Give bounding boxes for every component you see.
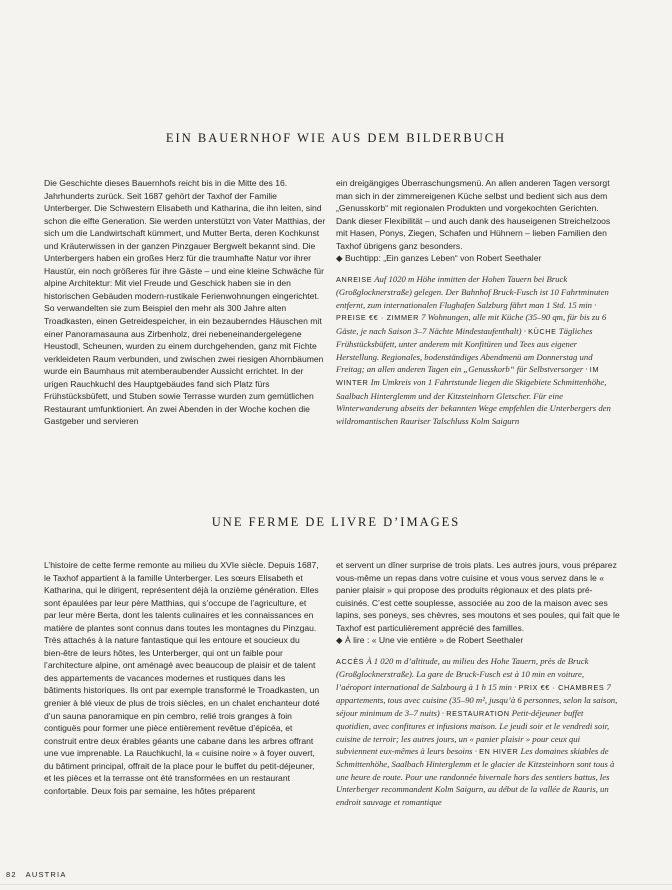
german-info-block [336, 273, 618, 427]
info-text-restauration: Petit-déjeuner buffet quotidien, avec confitures et infusions maison. Le jeudi soir et le vendredi soir, cuisine de terroir; les autres jours, un « panier plaisir » pour ceux qui subviennent eux-mêmes à leurs besoins · [336, 707, 610, 756]
bottom-rule [0, 884, 672, 885]
info-text-winter: Im Umkreis von 1 Fahrtstunde liegen die Skigebiete Schmittenhöhe, Saalbach Hinterglemm und der Kitzsteinhorn Gletscher. Für eine Winterwanderung abseits der bekannten Wege empfehlen die Unterbergers den wildromantischen Rauriser Talschluss Kolm Saigurn [336, 377, 611, 426]
french-body-text-continued: et servent un dîner surprise de trois plats. Les autres jours, vous préparez vous-même un repas dans votre cuisine et vous vous servez dans le « panier plaisir » qui propose des produits régionaux et des plats pré-cuisinés. C’est cette souplesse, associée au zoo de la maison avec ses lapins, ses poneys, ses chèvres, ses moutons et ses poules, qui fait que le Taxhof est particulièrement apprécié des familles. [336, 560, 620, 633]
info-label-preise: PREISE €€ · ZIMMER [336, 313, 419, 323]
info-label-kueche: KÜCHE [528, 326, 557, 336]
german-body-text-continued: ein dreigängiges Überraschungsmenü. An allen anderen Tagen versorgt man sich in der zimmereigenen Küche selbst und bedient sich aus dem „Genusskorb“ mit regionalen Produkten und vorgekochten Gerichten. Dank dieser Flexibilität – und auch dank des hauseigenen Streichelzoos mit Hasen, Ponys, Ziegen, Schafen und Hühnern – lieben Familien den Taxhof übrigens ganz besonders. [336, 178, 611, 251]
french-info-block [336, 655, 620, 808]
info-text-prix: 7 appartements, tous avec cuisine (35–90 m², jusqu’à 6 personnes, selon la saison, séjour minimum de 3–7 nuits) · [336, 681, 618, 718]
french-body-text: L’histoire de cette ferme remonte au milieu du XVIe siècle. Depuis 1687, le Taxhof appartient à la famille Unterberger. Les sœurs Elisabeth et Katharina, qui le dirigent, représentent déjà la onzième génération. Elles sont épaulées par leur père Matthias, qui s’occupe de l’agriculture, et par leur mère Berta, dont les talents culinaires et les connaissances en matière de plantes sont connus dans toutes les montagnes du Pinzgau. Très attachés à la nature fantastique qui les entoure et soucieux du bien-être de leurs hôtes, les Unterberger, qui ont un faible pour l’architecture alpine, ont aménagé avec beaucoup de plaisir et de talent des appartements de vacances modernes et rustiques dans les bâtiments historiques. Ils ont par exemple transformé le Troadkasten, un grenier à blé vieux de plus de trois siècles, en un chalet enchanteur doté d’un sauna panoramique en pin cembro, relié trois granges à foin contiguës pour former une pièce entièrement revêtue d’épicéa, et construit entre deux érables géants une cabane dans les arbres offrant une vue imprenable. La Rauchkuchl, la « cuisine noire » à foyer ouvert, du bâtiment principal, offrait de la place pour le buffet du petit-déjeuner, et les pièces et la terrasse ont été transformées en un restaurant confortable. Deux fois par semaine, les hôtes préparent [44, 560, 320, 796]
page-number: 82 [6, 870, 17, 879]
french-body-column-right [336, 559, 620, 808]
info-label-restauration: RESTAURATION [446, 708, 510, 718]
german-book-tip: ◆ Buchtipp: „Ein ganzes Leben“ von Robert Seethaler [336, 253, 542, 264]
french-book-tip: ◆ À lire : « Une vie entière » de Robert Seethaler [336, 635, 524, 646]
info-label-acces: ACCÈS [336, 656, 365, 666]
french-heading: UNE FERME DE LIVRE D’IMAGES [211, 515, 461, 529]
german-heading: EIN BAUERNHOF WIE AUS DEM BILDERBUCH [165, 131, 507, 145]
info-text-kueche: Tägliches Frühstücksbüfett, unter anderem mit Konfitüren und Tees aus eigener Herstellung. Regionales, bodenständiges Abendmenü am Donnerstag und Freitag; an allen anderen Tagen ein „Genusskorb“ für Selbstversorger · [336, 325, 593, 374]
page-footer [6, 870, 73, 879]
german-body-column-right [336, 177, 618, 427]
info-text-anreise: Auf 1020 m Höhe inmitten der Hohen Tauern bei Bruck (Großglocknerstraße) gelegen. Der Bahnhof Bruck-Fusch ist 10 Fahrtminuten entfernt, zum internationalen Flughafen Salzburg fährt man 1 Std. 15 min · [336, 273, 609, 310]
info-text-preise: 7 Wohnungen, alle mit Küche (35–90 qm, für bis zu 6 Gäste, je nach Saison 3–7 Nächte Mindestaufenthalt) · [336, 312, 607, 336]
info-text-hiver: Les domaines skiables de Schmittenhöhe, Saalbach Hinterglemm et le glacier de Kitzsteinhorn sont tous à une heure de route. Pour une randonnée hivernale hors des sentiers battus, les Unterberger recommandent Kolm Saigurn, au début de la vallée de Rauris, un endroit sauvage et romantique [336, 746, 615, 807]
german-body-text: Die Geschichte dieses Bauernhofs reicht bis in die Mitte des 16. Jahrhunderts zurück. Seit 1687 gehört der Taxhof der Familie Unterberger. Die Schwestern Elisabeth und Katharina, die ihn leiten, sind schon die elfte Generation. Sie werden unterstützt von Vater Matthias, der sich um die Landwirtschaft kümmert, und Mutter Berta, deren Kochkunst und Kräuterwissen in der ganzen Pinzgauer Bergwelt bekannt sind. Die Unterbergers haben ein großes Herz für die traumhafte Natur vor ihrer Haustür, ein noch größeres für ihre Gäste – und eine kleine Schwäche für alpine Architektur: Mit viel Freude und Geschick haben sie in den historischen Gebäuden modern-rustikale Ferienwohnungen eingerichtet. So verwandelten sie zum Beispiel den mehr als 300 Jahre alten Troadkasten, einen Getreidespeicher, in ein bezauberndes Häuschen mit einer Panoramasauna aus Zirbenholz, drei nebeneinandergelegene Heustodl, Scheunen, wurden zu einem durchgehenden, ganz mit Fichte verkleideten Raum verbunden, und zwischen zwei riesigen Ahornbäumen wurde ein Baumhaus mit atemberaubender Aussicht errichtet. In der urigen Rauchkuchl des Hauptgebäudes fand sich Platz fürs Frühstücksbüfett, und Stuben sowie Terrasse wurden zum gemütlichen Restaurant umfunktioniert. An zwei Abenden in der Woche kochen die Gastgeber und servieren [44, 178, 326, 427]
german-body-column-left [44, 177, 326, 428]
info-label-hiver: EN HIVER [479, 747, 519, 756]
french-body-column-left [44, 559, 320, 797]
info-label-winter: IM WINTER [336, 365, 600, 388]
section-name: AUSTRIA [25, 870, 67, 879]
info-label-prix: PRIX €€ · CHAMBRES [518, 682, 605, 692]
info-label-anreise: ANREISE [336, 274, 373, 284]
info-text-acces: À 1 020 m d’altitude, au milieu des Hohe Tauern, près de Bruck (Großglocknerstraße). La gare de Bruck-Fusch est à 10 min en voiture, l’aéroport international de Salzbourg à 1 h 15 min · [336, 655, 589, 692]
